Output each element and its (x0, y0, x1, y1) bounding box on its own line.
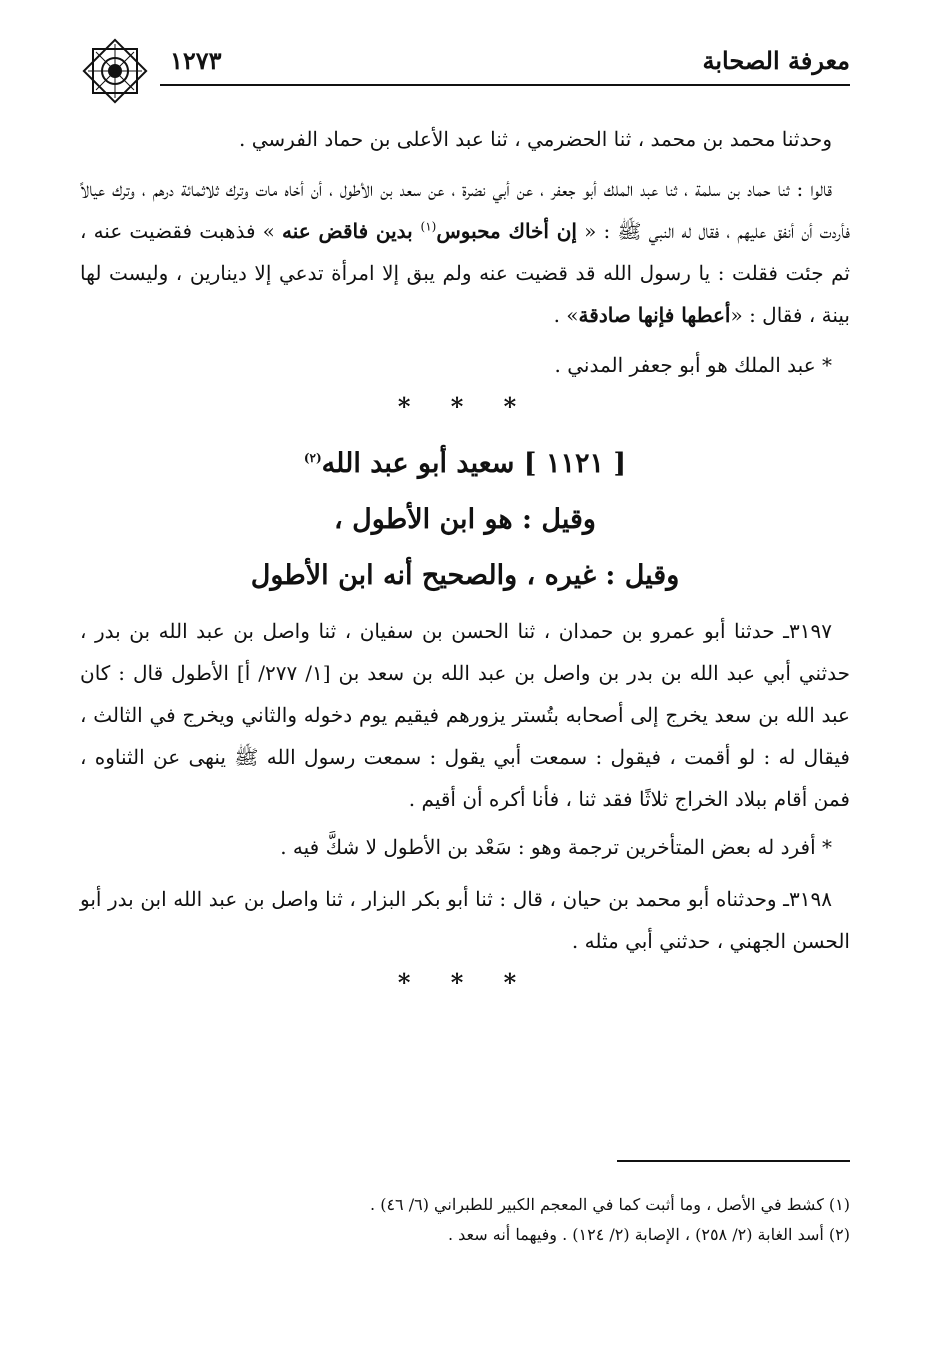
footnote-ref-1: (١) (420, 219, 437, 234)
paragraph-1: وحدثنا محمد بن محمد ، ثنا الحضرمي ، ثنا عبد الأعلى بن حماد الفرسي . (239, 127, 832, 151)
note-1: * عبد الملك هو أبو جعفر المدني . (554, 353, 832, 377)
paragraph-2 (80, 168, 850, 336)
note-2: * أفرد له بعض المتأخرين ترجمة وهو : سَعْد بن الأطول لا شكَّ فيه . (280, 835, 832, 859)
footnote-1: (١) كشط في الأصل ، وما أثبت كما في المعجم الكبير للطبراني (٦/ ٤٦) . (370, 1195, 850, 1214)
paragraph-2-text-a: قالوا : ثنا حماد بن سلمة ، ثنا عبد الملك أبو جعفر ، عن أبي نضرة ، عن سعد بن الأطول ، أن أخاه مات وترك ثلاثمائة درهم ، وترك عيالاً فأردت أن أنفق عليهم ، فقال له النبي ﷺ : « (80, 177, 850, 243)
octagram-ornament-icon (80, 36, 150, 106)
entry-heading-text: [ ١١٢١ ] سعيد أبو عبد الله (321, 448, 627, 479)
entry-subheading-2: وقيل : غيره ، والصحيح أنه ابن الأطول (250, 560, 680, 591)
header-rule (160, 84, 850, 86)
paragraph-4: ٣١٩٨ـ وحدثناه أبو محمد بن حيان ، قال : ثنا أبو بكر البزار ، ثنا واصل بن عبد الله ابن بدر أبو الحسن الجهني ، حدثني أبي مثله . (80, 887, 850, 953)
page-header (80, 36, 850, 96)
paragraph-3: ٣١٩٧ـ حدثنا أبو عمرو بن حمدان ، ثنا الحسن بن سفيان ، ثنا واصل بن عبد الله بن بدر ، حدثني أبي عبد الله بن بدر بن واصل بن عبد الله بن سعد بن [١/ ٢٧٧/ أ] الأطول قال : كان عبد الله بن سعد يخرج إلى أصحابه بتُستر يزورهم فيقيم يوم دخوله والثاني ويخرج في الثالث ، فيقال له : لو أقمت ، فيقول : سمعت أبي يقول : سمعت رسول الله ﷺ ينهى عن الثناوه ، فمن أقام ببلاد الخراج ثلاثًا فقد ثنا ، فأنا أكره أن أقيم . (80, 619, 850, 811)
hadith-quote-2: بدين فاقض عنه (282, 219, 421, 243)
main-text (80, 118, 850, 1004)
footnote-rule (617, 1160, 850, 1162)
paragraph-2-text-b: » فذهبت فقضيت عنه ، ثم جئت فقلت : يا رسول الله قد قضيت عنه ولم يبق إلا امرأة تدعي إلا دينارين ، وليست لها بينة ، فقال : « (80, 219, 850, 327)
entry-subheading-1: وقيل : هو ابن الأطول ، (334, 504, 596, 535)
section-separator: * * * (397, 392, 533, 421)
footnote-ref-2: (٢) (303, 451, 322, 465)
footnote-2: (٢) أسد الغابة (٢/ ٢٥٨) ، الإصابة (٢/ ١٢٤) . وفيهما أنه سعد . (447, 1225, 850, 1244)
hadith-quote-3: أعطها فإنها صادقة (578, 303, 731, 327)
entry-heading (80, 436, 850, 492)
hadith-quote-1: إن أخاك محبوس (436, 219, 577, 243)
paragraph-2-text-c: » . (553, 303, 579, 327)
running-title: معرفة الصحابة (702, 46, 850, 75)
footnotes (80, 1190, 850, 1250)
page-number: ١٢٧٣ (170, 46, 222, 75)
section-separator-2: * * * (397, 968, 533, 997)
